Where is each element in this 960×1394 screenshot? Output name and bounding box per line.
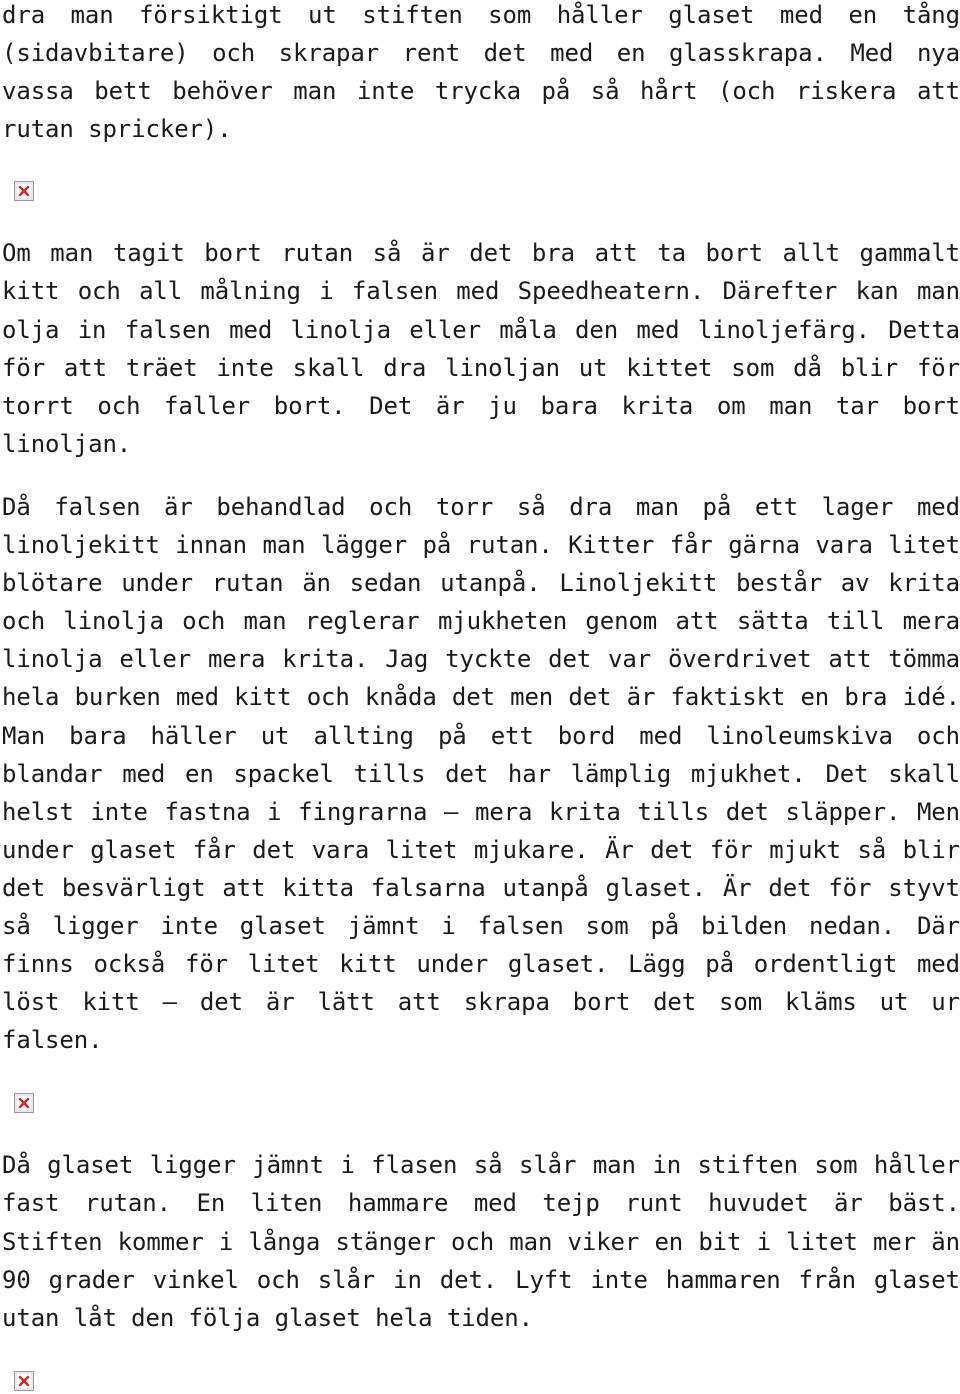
paragraph-4: Då glaset ligger jämnt i flasen så slår man in stiften som håller fast rutan. En liten hammare med tejp runt huvudet är bäst. Stiften kommer i långa stänger och man viker en bit i litet mer än 90 grader vinkel och slår in det. Lyft inte hammaren från glaset utan låt den följa glaset hela tiden. [2,1151,960,1332]
paragraph-2: Om man tagit bort rutan så är det bra att ta bort allt gammalt kitt och all målning i falsen med Speedheatern. Därefter kan man olja in falsen med linolja eller måla den med linoljefärg. Detta för att träet inte skall dra linoljan ut kittet som då blir för torrt och faller bort. Det är ju bara krita om man tar bort linoljan. [2,239,960,458]
broken-image-icon [14,1371,34,1391]
broken-image-icon [14,1093,34,1113]
paragraph-3: Då falsen är behandlad och torr så dra man på ett lager med linoljekitt innan man lägger på rutan. Kitter får gärna vara litet blötare under rutan än sedan utanpå. Linoljekitt består av krita och linolja och man reglerar mjukheten genom att sätta till mera linolja eller mera krita. Jag tyckte det var överdrivet att tömma hela burken med kitt och knåda det men det är faktiskt en bra idé. Man bara häller ut allting på ett bord med linoleumskiva och blandar med en spackel tills det har lämplig mjukhet. Det skall helst inte fastna i fingrarna – mera krita tills det släpper. Men under glaset får det vara litet mjukare. Är det för mjukt så blir det besvärligt att kitta falsarna utanpå glaset. Är det för styvt så ligger inte glaset jämnt i falsen som på bilden nedan. Där finns också för litet kitt under glaset. Lägg på ordentligt med löst kitt – det är lätt att skrapa bort det som kläms ut ur falsen. [2,492,960,1055]
broken-image-icon [14,181,34,201]
paragraph-1: dra man försiktigt ut stiften som håller glaset med en tång (sidavbitare) och skrapar rent det med en glasskrapa. Med nya vassa bett behöver man inte trycka på så hårt (och riskera att rutan spricker). [2,1,960,144]
